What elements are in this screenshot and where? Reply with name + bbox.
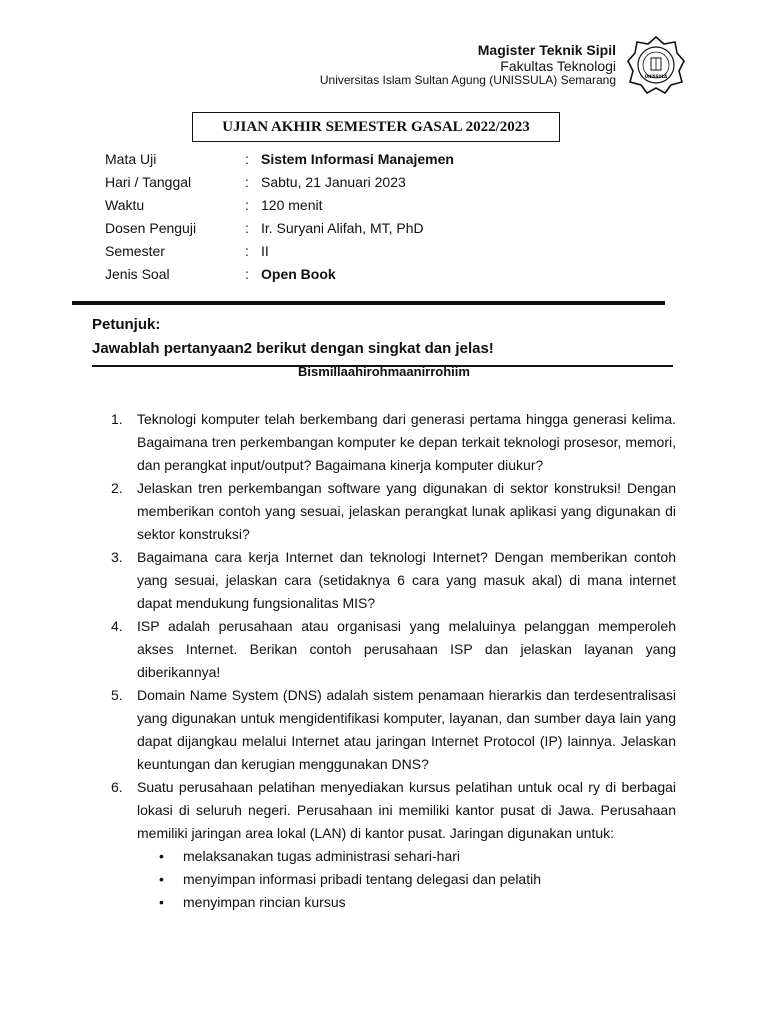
info-row [105, 147, 454, 170]
info-label: Mata Uji [105, 150, 157, 167]
info-value: Sistem Informasi Manajemen [261, 150, 454, 167]
sub-list-container [137, 845, 676, 914]
question-item [111, 477, 676, 546]
bismillah-text: Bismillaahirohmaanirrohiim [298, 364, 470, 379]
question-number: 6. [111, 779, 123, 795]
question-number: 1. [111, 411, 123, 427]
bullet-mark: • [159, 894, 164, 910]
info-row [105, 216, 454, 239]
question-text: Domain Name System (DNS) adalah sistem penamaan hierarkis dan terdesentralisasi yang digunakan untuk mengidentifikasi komputer, layanan, dan sumber daya lain yang dapat dijangkau melalui Internet atau jaringan Internet Protocol (IP) lainnya. Jelaskan keuntungan dan kerugian menggunakan DNS? [137, 687, 676, 772]
divider-thick [72, 301, 665, 305]
question-text: Bagaimana cara kerja Internet dan teknologi Internet? Dengan memberikan contoh yang sesuai, jelaskan cara (setidaknya 6 cara yang masuk akal) di mana internet dapat mendukung fungsionalitas MIS? [137, 549, 676, 611]
question-number: 3. [111, 549, 123, 565]
info-row [105, 239, 454, 262]
question-item [111, 546, 676, 615]
info-label: Waktu [105, 196, 145, 213]
info-colon: : [245, 242, 249, 259]
question-text: Teknologi komputer telah berkembang dari generasi pertama hingga generasi kelima. Bagaimana tren perkembangan komputer ke depan terkait teknologi prosesor, memori, dan perangkat input/output? Bagaimana kinerja komputer diukur? [137, 411, 676, 473]
question-text: Jelaskan tren perkembangan software yang digunakan di sektor konstruksi! Dengan memberikan contoh yang sesuai, jelaskan perangkat lunak aplikasi yang digunakan di sektor konstruksi? [137, 480, 676, 542]
bullet-list [137, 845, 676, 914]
bullet-mark: • [159, 871, 164, 887]
seal-label: UNISSULA [644, 74, 668, 79]
department-name: Magister Teknik Sipil [477, 42, 616, 58]
question-text: ISP adalah perusahaan atau organisasi yang melaluinya pelanggan memperoleh akses Internet. Berikan contoh perusahaan ISP dan jelaskan layanan yang diberikannya! [137, 618, 676, 680]
instructions-text: Jawablah pertanyaan2 berikut dengan singkat dan jelas! [92, 340, 494, 357]
info-colon: : [245, 173, 249, 190]
info-value: Sabtu, 21 Januari 2023 [261, 173, 406, 190]
info-colon: : [245, 196, 249, 213]
bullet-item [137, 868, 676, 891]
letterhead [320, 42, 616, 88]
info-row [105, 170, 454, 193]
faculty-name: Fakultas Teknologi [500, 58, 616, 75]
exam-info [105, 147, 454, 285]
bullet-item [137, 891, 676, 914]
info-row [105, 262, 454, 285]
bullet-text: melaksanakan tugas administrasi sehari-hari [183, 848, 461, 864]
question-text: Suatu perusahaan pelatihan menyediakan kursus pelatihan untuk ocal ry di berbagai lokasi di seluruh negeri. Perusahaan ini memiliki kantor pusat di Jawa. Perusahaan memiliki jaringan area lokal (LAN) di kantor pusat. Jaringan digunakan untuk: [137, 779, 676, 841]
university-seal-icon [627, 36, 685, 94]
question-number: 5. [111, 687, 123, 703]
info-label: Dosen Penguji [105, 219, 197, 236]
question-number: 2. [111, 480, 123, 496]
info-value: 120 menit [261, 196, 323, 213]
info-value: II [261, 242, 269, 259]
info-row [105, 193, 454, 216]
bullet-item [137, 845, 676, 868]
info-value: Ir. Suryani Alifah, MT, PhD [261, 219, 424, 236]
bullet-text: menyimpan informasi pribadi tentang delegasi dan pelatih [183, 871, 541, 887]
info-value: Open Book [261, 265, 336, 282]
info-label: Jenis Soal [105, 265, 170, 282]
instructions-heading: Petunjuk: [92, 316, 161, 333]
exam-title: UJIAN AKHIR SEMESTER GASAL 2022/2023 [192, 112, 560, 142]
info-colon: : [245, 219, 249, 236]
info-label: Semester [105, 242, 165, 259]
question-item [111, 684, 676, 776]
question-item [111, 776, 676, 845]
bullet-mark: • [159, 848, 164, 864]
university-name: Universitas Islam Sultan Agung (UNISSULA) Semarang [319, 73, 616, 88]
question-number: 4. [111, 618, 123, 634]
bullet-text: menyimpan rincian kursus [183, 894, 346, 910]
question-item [111, 615, 676, 684]
info-label: Hari / Tanggal [105, 173, 192, 190]
info-colon: : [245, 150, 249, 167]
question-item [111, 408, 676, 477]
question-list [111, 408, 676, 914]
info-colon: : [245, 265, 249, 282]
